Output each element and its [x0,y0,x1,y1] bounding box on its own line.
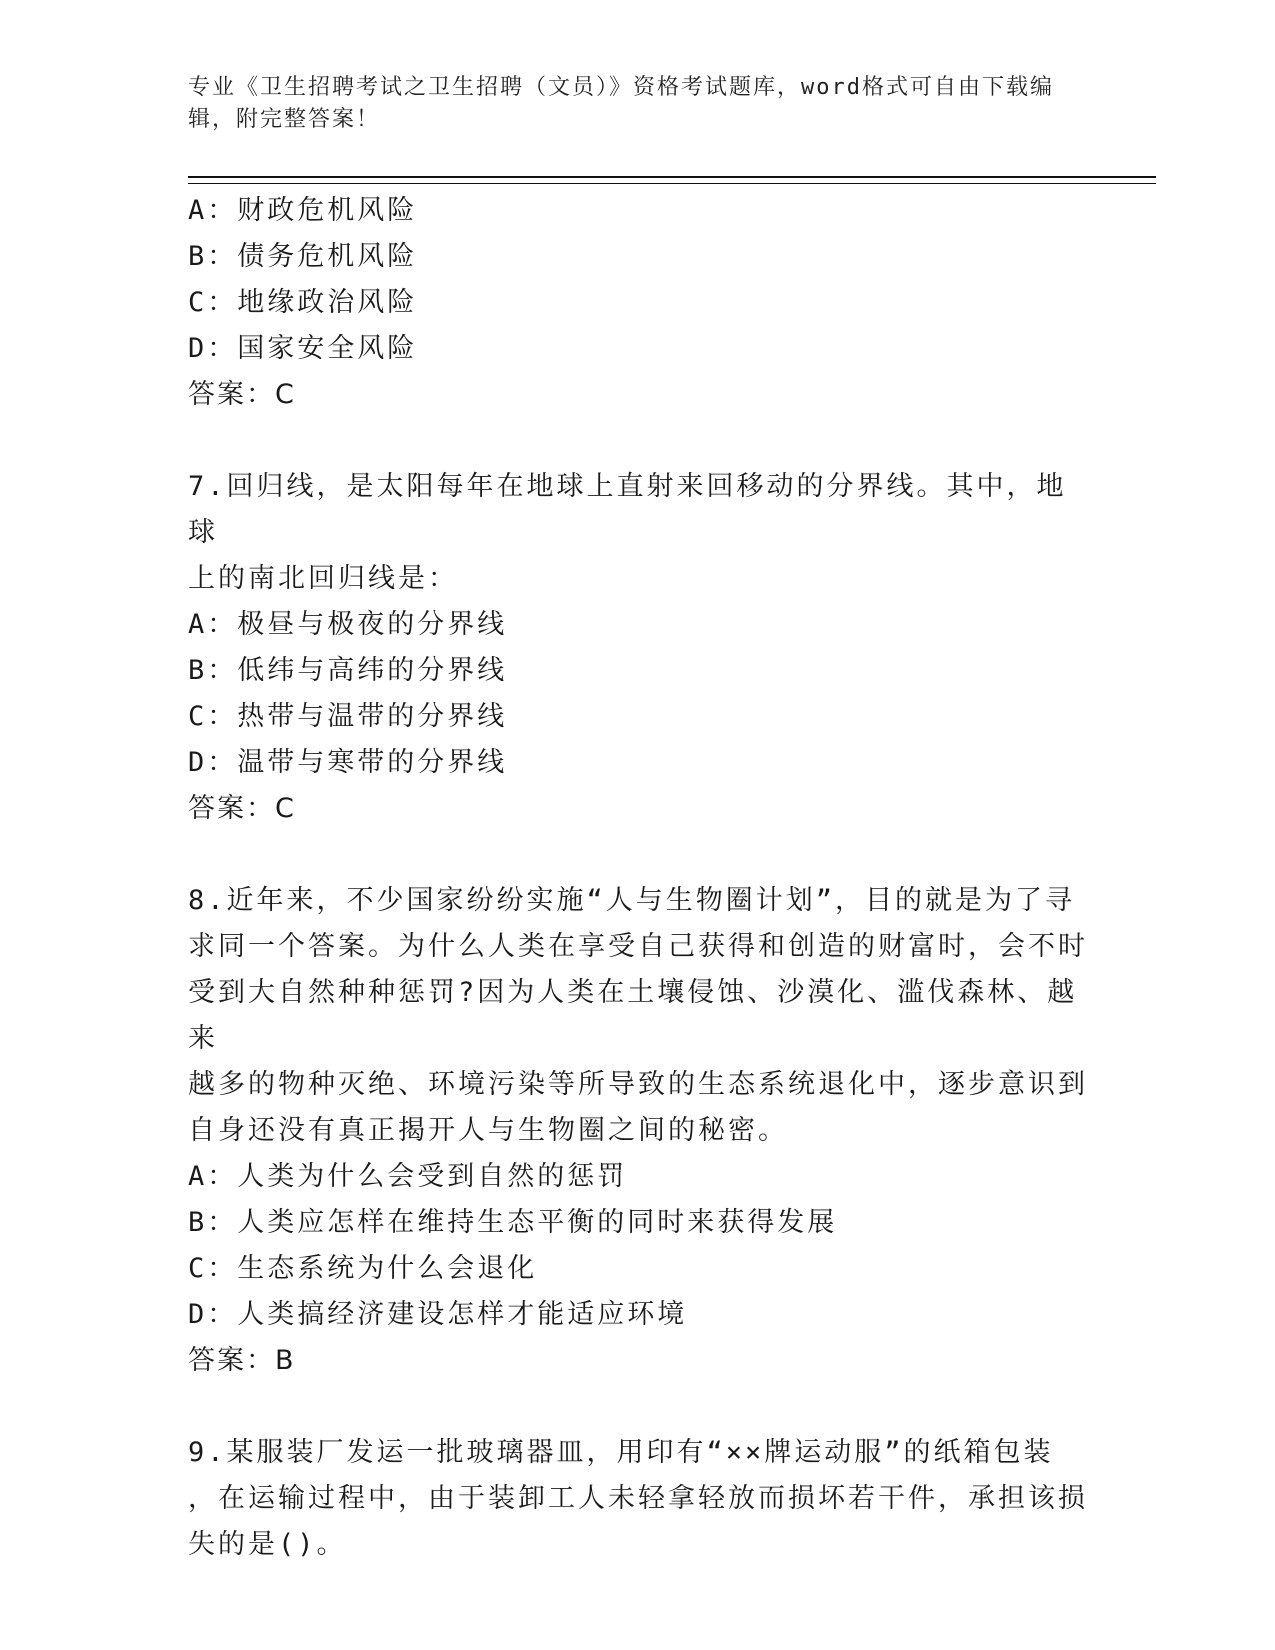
option-b: B：低纬与高纬的分界线 [188,655,508,686]
option-b: B：人类应怎样在维持生态平衡的同时来获得发展 [188,1207,838,1238]
option-d: D：温带与寒带的分界线 [188,747,508,778]
option-d: D：国家安全风险 [188,333,418,364]
question-block-9 [188,1430,1088,1568]
question-stem-line: 失的是()。 [188,1529,347,1560]
header-text: 专业《卫生招聘考试之卫生招聘（文员）》资格考试题库，word格式可自由下载编辑，附完整答案！ [188,75,1054,132]
question-stem-line: 越多的物种灭绝、环境污染等所导致的生态系统退化中，逐步意识到 [188,1069,1088,1100]
question-stem-line: 8.近年来，不少国家纷纷实施“人与生物圈计划”，目的就是为了寻 [188,885,1076,916]
option-a: A：人类为什么会受到自然的惩罚 [188,1161,628,1192]
option-a: A：极昼与极夜的分界线 [188,609,508,640]
option-a: A：财政危机风险 [188,195,418,226]
question-stem-line: 上的南北回归线是： [188,563,458,594]
option-d: D：人类搞经济建设怎样才能适应环境 [188,1299,688,1330]
document-body [188,188,1088,1568]
option-c: C：地缘政治风险 [188,287,418,318]
question-stem-line: 9.某服装厂发运一批玻璃器皿，用印有“××牌运动服”的纸箱包装 [188,1437,1054,1468]
question-stem-line: 7.回归线，是太阳每年在地球上直射来回移动的分界线。其中，地球 [188,471,1067,548]
option-c: C：热带与温带的分界线 [188,701,508,732]
question-block-partial [188,188,1088,418]
answer-line: 答案：C [188,793,296,824]
question-block-7 [188,464,1088,832]
question-block-8 [188,878,1088,1384]
document-header [188,72,1088,136]
question-stem-line: 求同一个答案。为什么人类在享受自己获得和创造的财富时，会不时 [188,931,1088,962]
answer-line: 答案：C [188,379,296,410]
option-b: B：债务危机风险 [188,241,418,272]
question-stem-line: 自身还没有真正揭开人与生物圈之间的秘密。 [188,1115,788,1146]
answer-line: 答案：B [188,1345,296,1376]
header-divider [188,176,1156,184]
option-c: C：生态系统为什么会退化 [188,1253,538,1284]
question-stem-line: ，在运输过程中，由于装卸工人未轻拿轻放而损坏若干件，承担该损 [188,1483,1088,1514]
question-stem-line: 受到大自然种种惩罚?因为人类在土壤侵蚀、沙漠化、滥伐森林、越来 [188,977,1078,1054]
